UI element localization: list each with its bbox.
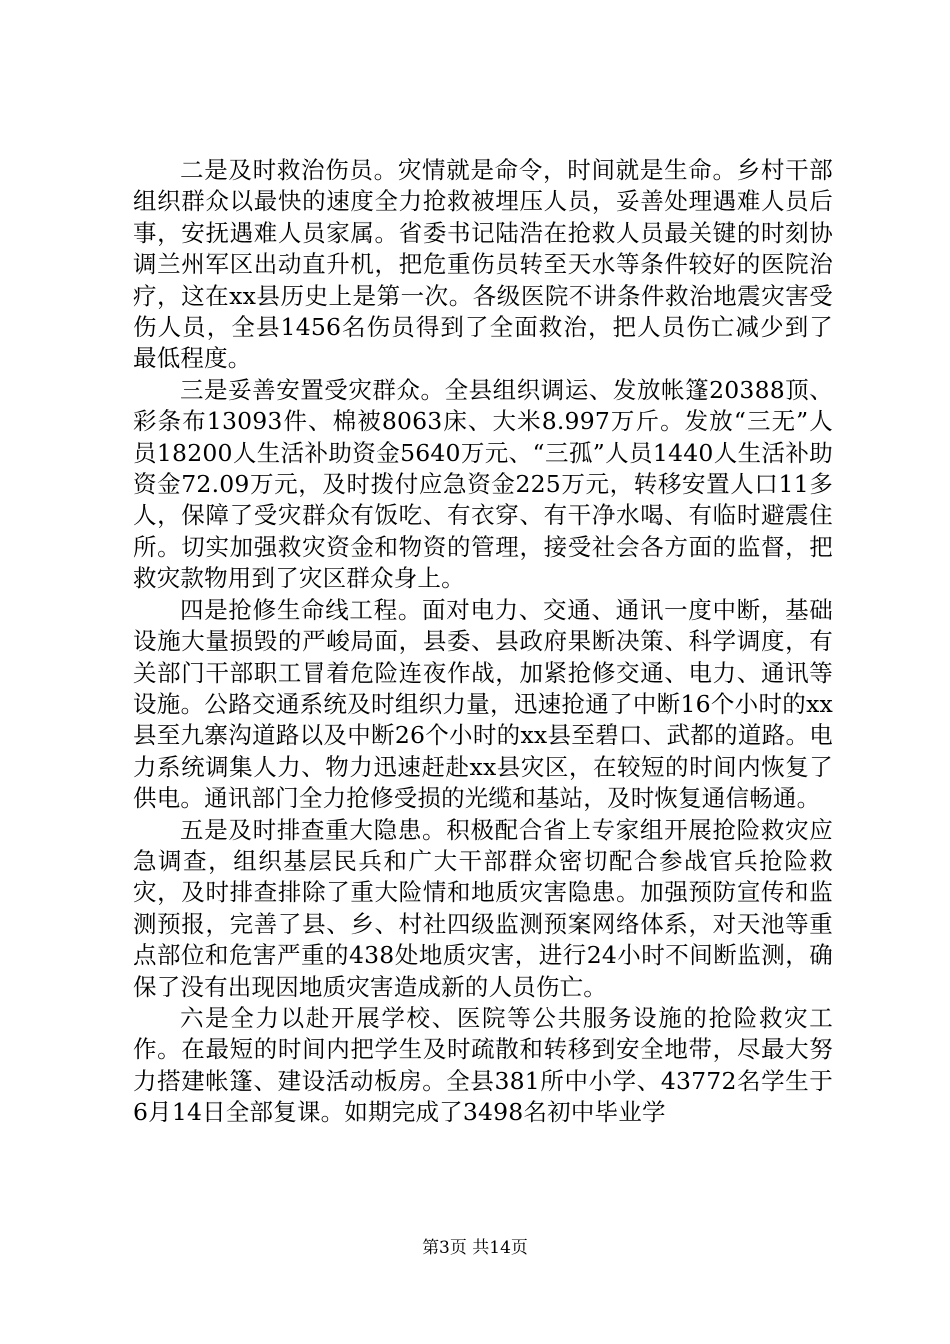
paragraph-public-services: 六是全力以赴开展学校、医院等公共服务设施的抢险救灾工作。在最短的时间内把学生及时疏散和转移到安全地带，尽最大努力搭建帐篷、建设活动板房。全县381所中小学、43772名学生于6月14日全部复课。如期完成了3498名初中毕业学 <box>133 1003 833 1127</box>
page-number-footer: 第3页 共14页 <box>422 1238 528 1258</box>
paragraph-rescue-injured: 二是及时救治伤员。灾情就是命令，时间就是生命。乡村干部组织群众以最快的速度全力抢救被埋压人员，妥善处理遇难人员后事，安抚遇难人员家属。省委书记陆浩在抢救人员最关键的时刻协调兰州军区出动直升机，把危重伤员转至天水等条件较好的医院治疗，这在xx县历史上是第一次。各级医院不讲条件救治地震灾害受伤人员，全县1456名伤员得到了全面救治，把人员伤亡减少到了最低程度。 <box>133 156 833 373</box>
paragraph-resettle-victims: 三是妥善安置受灾群众。全县组织调运、发放帐篷20388顶、彩条布13093件、棉被8063床、大米8.997万斤。发放“三无”人员18200人生活补助资金5640万元、“三孤”人员1440人生活补助资金72.09万元，及时拨付应急资金225万元，转移安置人口11多人，保障了受灾群众有饭吃、有衣穿、有干净水喝、有临时避震住所。切实加强救灾资金和物资的管理，接受社会各方面的监督，把救灾款物用到了灾区群众身上。 <box>133 375 833 593</box>
document-body <box>133 155 833 1129</box>
paragraph-repair-lifelines: 四是抢修生命线工程。面对电力、交通、通讯一度中断，基础设施大量损毁的严峻局面，县委、县政府果断决策、科学调度，有关部门干部职工冒着危险连夜作战，加紧抢修交通、电力、通讯等设施。公路交通系统及时组织力量，迅速抢通了中断16个小时的xx县至九寨沟道路以及中断26个小时的xx县至碧口、武都的道路。电力系统调集人力、物力迅速赶赴xx县灾区，在较短的时间内恢复了供电。通讯部门全力抢修受损的光缆和基站，及时恢复通信畅通。 <box>133 595 833 813</box>
paragraph-hazard-inspection: 五是及时排查重大隐患。积极配合省上专家组开展抢险救灾应急调查，组织基层民兵和广大干部群众密切配合参战官兵抢险救灾，及时排查排除了重大险情和地质灾害隐患。加强预防宣传和监测预报，完善了县、乡、村社四级监测预案网络体系，对天池等重点部位和危害严重的438处地质灾害，进行24小时不间断监测，确保了没有出现因地质灾害造成新的人员伤亡。 <box>133 815 833 1001</box>
